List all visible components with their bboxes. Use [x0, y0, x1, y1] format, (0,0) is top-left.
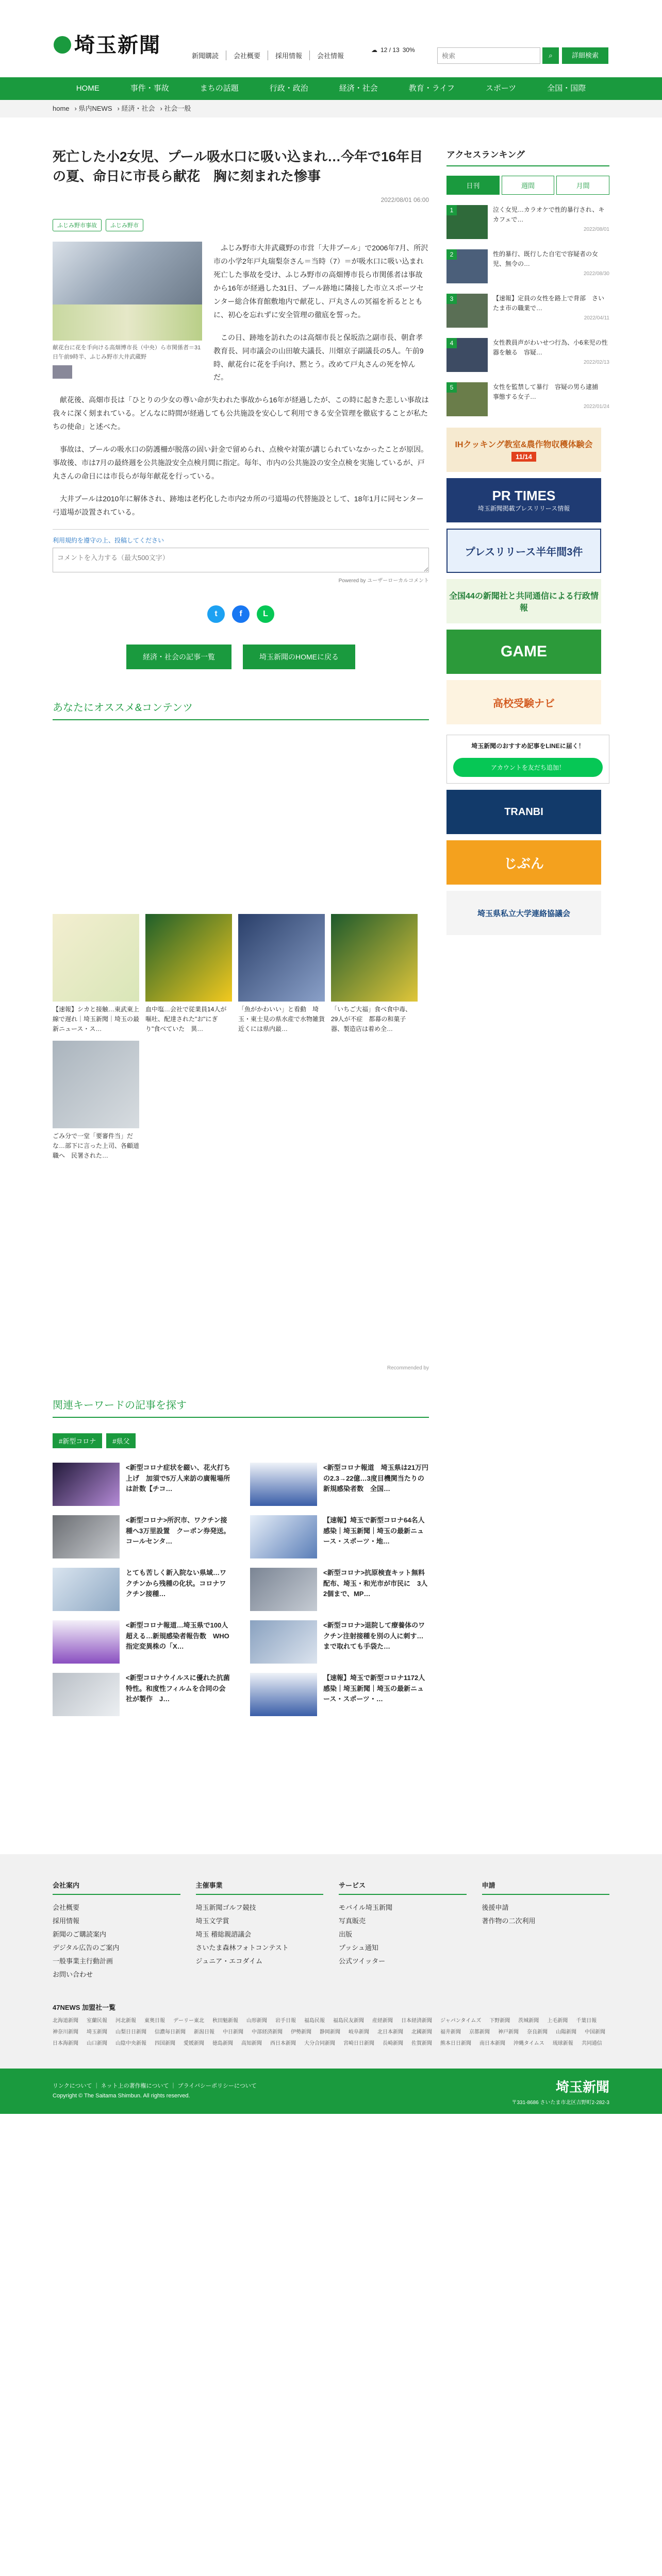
ranking-item[interactable] — [446, 205, 609, 239]
footer-link[interactable]: 出版 — [339, 1930, 353, 1939]
ranking-number: 2 — [446, 249, 457, 260]
recommend-image — [53, 914, 139, 1002]
n47-paper-link[interactable]: 千葉日報 — [576, 2018, 597, 2024]
ranking-tabs — [446, 176, 609, 195]
footer-col-title: 主催事業 — [196, 1880, 324, 1895]
banner-sub: 埼玉新聞掲載プレスリリース情報 — [477, 505, 570, 512]
n47-paper-link[interactable]: 信濃毎日新聞 — [155, 2029, 186, 2036]
nav-item[interactable]: 全国・国際 — [547, 84, 586, 93]
recommend-item[interactable] — [53, 914, 139, 1035]
n47-paper-link[interactable]: 日本海新聞 — [53, 2041, 78, 2047]
banner-gov-info[interactable]: 全国44の新聞社と共同通信による行政情報 — [446, 579, 601, 623]
weather-temp: 12 / 13 — [380, 46, 400, 54]
footer-link[interactable]: プッシュ通知 — [339, 1944, 378, 1952]
footer-link[interactable]: お問い合わせ — [53, 1971, 93, 1979]
breadcrumb-item[interactable]: 社会一般 — [164, 105, 191, 112]
footer-link[interactable]: 埼玉文学賞 — [195, 1917, 229, 1925]
ranking-item[interactable] — [446, 249, 609, 283]
footer-link[interactable]: さいたま森林フォトコンテスト — [195, 1944, 289, 1952]
line-promo-text: 埼玉新聞のおすすめ記事をLINEに届く！ — [471, 742, 585, 750]
breadcrumb-item[interactable]: home — [53, 105, 70, 112]
n47-title: 47NEWS 加盟社一覧 — [53, 2004, 116, 2012]
n47-paper-link[interactable]: 上毛新聞 — [547, 2018, 568, 2024]
breadcrumb: home › 県内NEWS › 経済・社会 › 社会一般 — [0, 100, 662, 117]
ranking-date: 2022/02/13 — [583, 360, 609, 366]
logo-mark-icon — [54, 36, 71, 54]
footer-link[interactable]: 埼玉 稽総親諮議会 — [195, 1930, 252, 1939]
n47-paper-link[interactable]: 福島民報 — [304, 2018, 325, 2024]
keyword-title: <新型コロナ>退院して療養体のワクチン注射接種を別の人に刺す…まで取れても手袋た… — [323, 1621, 425, 1650]
keyword-title: <新型コロナ>抗原検査キット無料配布、埼玉・和光市が市民に 3人2個まで、MP… — [323, 1569, 428, 1598]
recommend-image — [238, 914, 325, 1002]
keyword-item[interactable] — [250, 1620, 429, 1664]
top-link[interactable]: 新聞購読 — [192, 52, 219, 60]
keyword-title: 【速報】埼玉で新型コロナ64名人感染｜埼玉新聞｜埼玉の最新ニュース・スポーツ・地… — [323, 1516, 425, 1545]
keyword-item[interactable] — [53, 1463, 231, 1506]
banner-ih-cooking[interactable] — [446, 428, 601, 472]
n47-paper-link[interactable]: 日本経済新聞 — [401, 2018, 432, 2024]
n47-paper-link[interactable]: 徳島新聞 — [212, 2041, 233, 2047]
comment-section — [53, 529, 429, 584]
n47-paper-link[interactable]: 埼玉新聞 — [87, 2029, 107, 2036]
n47-paper-link[interactable]: 神奈川新聞 — [53, 2029, 78, 2036]
line-share-icon[interactable]: L — [257, 605, 274, 623]
n47-paper-link[interactable]: 山形新聞 — [246, 2018, 267, 2024]
home-button[interactable]: 埼玉新聞のHOMEに戻る — [243, 645, 355, 669]
keyword-title: 【速報】埼玉で新型コロナ1172人感染｜埼玉新聞｜埼玉の最新ニュース・スポーツ・… — [323, 1674, 425, 1703]
keyword-item[interactable] — [53, 1568, 231, 1611]
n47-paper-link[interactable]: 中日新聞 — [223, 2029, 243, 2036]
footer-policy-links[interactable]: リンクについて ｜ ネット上の著作権について ｜ プライバシーポリシーについて — [53, 2082, 257, 2089]
site-header — [0, 0, 662, 77]
main-nav — [0, 77, 662, 100]
ranking-title-text: 泣く女児…カラオケで性的暴行され、キカフェで… — [493, 206, 605, 224]
recommend-title: 「魚がかわいい」と看動 埼玉・東士見の県水産で水物雑貨 近くには県内最… — [238, 1006, 332, 1032]
breadcrumb-item[interactable]: 経済・社会 — [121, 105, 155, 112]
footer-col-events — [196, 1880, 324, 1981]
content-columns — [53, 147, 609, 1716]
share-buttons — [53, 605, 429, 623]
n47-paper-link[interactable]: 山梨日日新聞 — [115, 2029, 146, 2036]
footer-col-services — [339, 1880, 467, 1981]
keyword-title: とても苦しく新入院ない県域…ワクチンから残種の化状。コロナワクチン接種… — [126, 1569, 227, 1598]
footer-col-applications — [482, 1880, 610, 1981]
access-ranking — [446, 147, 609, 416]
keyword-item[interactable] — [250, 1515, 429, 1558]
banner-date: 11/14 — [511, 452, 536, 462]
n47-paper-link[interactable]: 共同通信 — [581, 2041, 602, 2047]
footer-col-title: 会社案内 — [53, 1880, 180, 1895]
recommend-item[interactable] — [331, 914, 418, 1035]
top-link[interactable]: 採用情報 — [268, 50, 309, 60]
keyword-list — [53, 1463, 429, 1716]
footer-link[interactable]: 採用情報 — [53, 1917, 80, 1925]
keyword-item[interactable] — [250, 1673, 429, 1716]
banner-private-univ[interactable]: 埼玉県私立大学連絡協議会 — [446, 891, 601, 935]
banner-game[interactable]: GAME — [446, 630, 601, 674]
n47-paper-link[interactable]: 北海道新聞 — [53, 2018, 78, 2024]
category-list-button[interactable]: 経済・社会の記事一覧 — [126, 645, 231, 669]
recommend-image — [331, 914, 418, 1002]
n47-paper-link[interactable]: 神戸新聞 — [498, 2029, 519, 2036]
n47-paper-link[interactable]: 岐阜新聞 — [349, 2029, 369, 2036]
nav-item[interactable]: スポーツ — [485, 84, 517, 93]
ranking-title-text: 【速報】定員の女性を路上で背部 さいたま市の職業で… — [493, 295, 605, 312]
footer-link[interactable]: 新聞のご購読案内 — [53, 1930, 107, 1939]
n47-paper-link[interactable]: 山口新聞 — [87, 2041, 107, 2047]
keyword-image — [53, 1515, 120, 1558]
photo-caption: 献花台に花を手向ける高畑博市長（中央）ら市関係者＝31日午前9時半、ふじみ野市大井武蔵野 — [53, 345, 201, 360]
article-tags — [53, 219, 429, 231]
nav-item[interactable]: 教育・ライフ — [408, 84, 455, 93]
n47-paper-link[interactable]: 東奥日報 — [144, 2018, 165, 2024]
n47-paper-link[interactable]: 新潟日報 — [194, 2029, 214, 2036]
n47-paper-link[interactable]: 熊本日日新聞 — [440, 2041, 471, 2047]
n47-paper-link[interactable]: 秋田魁新報 — [212, 2018, 238, 2024]
weather-widget — [371, 46, 415, 54]
n47-paper-link[interactable]: ジャパンタイムズ — [440, 2018, 482, 2024]
article-paragraph: ふじみ野市大井武蔵野の市営「大井プール」で2006年7月、所沢市の小学2年戸丸瑞梨奈さん＝当時（7）＝が吸水口に吸い込まれ死亡した事故を受け、ふじみ野市の高畑博市長ら市関係者は事故から16年が経過した31日、プール跡地に隣接した市立スポーツセンター総合体育館敷地内で献花し、戸丸さんの冥福を祈るとともに、初心を忘れずに安全管理の徹底を誓った。 — [213, 244, 428, 319]
keyword-image — [53, 1568, 120, 1611]
n47-paper-link[interactable]: 沖縄タイムス — [514, 2041, 544, 2047]
comment-terms-link[interactable]: 利用規約を遵守の上、投稿してください — [53, 537, 164, 545]
keyword-title: <新型コロナ症状を綴い、花火打ち上げ 加須で5万人来訪の廣報場所は計数【チコ… — [126, 1464, 230, 1493]
keyword-item[interactable] — [250, 1568, 429, 1611]
n47-paper-link[interactable]: 佐賀新聞 — [411, 2041, 432, 2047]
keyword-tag[interactable]: #県父 — [106, 1433, 136, 1448]
n47-paper-link[interactable]: 大分合同新聞 — [304, 2041, 335, 2047]
recommend-item[interactable] — [145, 914, 232, 1035]
copyright-text: Copyright © The Saitama Shimbun. All rights reserved. — [53, 2093, 190, 2099]
copyright-bar — [0, 2069, 662, 2114]
ranking-number: 3 — [446, 294, 457, 304]
n47-paper-link[interactable]: デーリー東北 — [173, 2018, 204, 2024]
ranking-title-text: 女性教員声がわいせつ行為、小6来児の性器を触る 容疑… — [493, 339, 608, 357]
article-paragraph: 献花後、高畑市長は「ひとりの少女の尊い命が失われた事故から16年が経過したが、この時に起きた悲しい事故は我々に深く刻まれている。どんなに時間が経過しても公共施設を安心して利用できる安全管理を徹底することが私たちの使命」と述べた。 — [53, 396, 429, 431]
line-promo — [446, 735, 609, 784]
search-input[interactable] — [437, 47, 540, 64]
footer-link[interactable]: 公式ツイッター — [339, 1957, 386, 1965]
article-body — [53, 242, 429, 519]
article-figure — [53, 242, 202, 378]
photo-thumbnail[interactable] — [53, 365, 72, 379]
footer-link[interactable]: デジタル広告のご案内 — [53, 1944, 120, 1952]
ranking-item[interactable] — [446, 382, 609, 416]
n47-paper-link[interactable]: 福島民友新聞 — [333, 2018, 364, 2024]
keyword-section — [53, 1397, 429, 1716]
n47-paper-link[interactable]: 北國新聞 — [411, 2029, 432, 2036]
n47-paper-link[interactable]: 西日本新聞 — [270, 2041, 296, 2047]
article-tag[interactable]: ふじみ野市事故 — [53, 219, 102, 231]
breadcrumb-item[interactable]: 県内NEWS — [78, 105, 112, 112]
recommend-image — [53, 1041, 139, 1128]
n47-paper-link[interactable]: 産経新聞 — [372, 2018, 393, 2024]
keyword-item[interactable] — [250, 1463, 429, 1506]
n47-paper-link[interactable]: 山陽新聞 — [556, 2029, 576, 2036]
recommend-image — [145, 914, 232, 1002]
n47-paper-link[interactable]: 河北新報 — [115, 2018, 136, 2024]
ranking-number: 5 — [446, 382, 457, 393]
keyword-tags — [53, 1433, 429, 1448]
footer-col-company — [53, 1880, 180, 1981]
keyword-image — [250, 1620, 317, 1664]
ranking-title-text: 性的暴行、既行した自宅で容疑者の女児、無令の… — [493, 250, 599, 268]
footer-logo[interactable]: 埼玉新聞 — [555, 2080, 609, 2096]
search-button[interactable] — [542, 47, 559, 64]
twitter-share-icon[interactable]: t — [207, 605, 225, 623]
site-footer — [0, 1854, 662, 2069]
keyword-item[interactable] — [53, 1515, 231, 1558]
footer-link[interactable]: 埼玉新聞ゴルフ競技 — [195, 1904, 256, 1912]
n47-paper-link[interactable]: 中国新聞 — [585, 2029, 605, 2036]
comment-input[interactable] — [53, 548, 429, 572]
banner-jibun[interactable]: じぶん — [446, 840, 601, 885]
article-title: 死亡した小2女児、プール吸水口に吸い込まれ…今年で16年目の夏、命日に市長ら献花 胸に刻まれた惨事 — [53, 149, 423, 184]
ranking-date: 2022/01/24 — [583, 404, 609, 410]
banner-press-release[interactable]: プレスリリース半年間3件 — [446, 529, 601, 573]
ranking-date: 2022/08/01 — [583, 227, 609, 233]
n47-paper-link[interactable]: 静岡新聞 — [320, 2029, 340, 2036]
n47-paper-link[interactable]: 北日本新聞 — [377, 2029, 403, 2036]
keyword-image — [250, 1568, 317, 1611]
comment-powered: Powered by ユーザーローカルコメント — [338, 578, 429, 584]
footer-link[interactable]: 一般事業主行動計画 — [53, 1957, 113, 1965]
footer-col-title: 申請 — [482, 1880, 610, 1895]
keyword-image — [53, 1673, 120, 1716]
recommend-heading: あなたにオススメ&コンテンツ — [53, 699, 429, 720]
banner-tranbi[interactable]: TRANBI — [446, 790, 601, 834]
article-main — [53, 147, 429, 1716]
footer-link[interactable]: 写真販売 — [339, 1917, 366, 1925]
site-logo[interactable]: 埼玉新聞 — [54, 29, 161, 58]
n47-paper-link[interactable]: 長崎新聞 — [383, 2041, 403, 2047]
keyword-image — [53, 1620, 120, 1664]
footer-link[interactable]: モバイル埼玉新聞 — [339, 1904, 393, 1912]
recommend-title: ごみ分で一堂「要審件当」だな…部下に言った上司、各顧道職へ 民署された… — [53, 1132, 140, 1159]
footer-link[interactable]: 会社概要 — [53, 1904, 80, 1912]
nav-item[interactable]: 行政・政治 — [269, 84, 308, 93]
n47-members — [53, 2002, 609, 2048]
ranking-tab-weekly[interactable]: 週間 — [502, 176, 555, 195]
top-link[interactable]: 会社概要 — [226, 50, 268, 60]
n47-paper-link[interactable]: 四国新聞 — [155, 2041, 175, 2047]
recommend-title: 血中塩…会社で従業員14人が嘔吐、配達された"お"にぎり"食べていた 異… — [145, 1006, 227, 1032]
n47-paper-link[interactable]: 京都新聞 — [469, 2029, 490, 2036]
keyword-tag[interactable]: #新型コロナ — [53, 1433, 102, 1448]
search-icon: ⌕ — [549, 52, 553, 59]
nav-item[interactable]: 事件・事故 — [130, 84, 169, 93]
n47-paper-link[interactable]: 下野新聞 — [489, 2018, 510, 2024]
sidebar — [446, 147, 609, 1716]
n47-paper-link[interactable]: 南日本新聞 — [479, 2041, 505, 2047]
footer-col-title: サービス — [339, 1880, 467, 1895]
article-date: 2022/08/01 06:00 — [380, 196, 429, 204]
n47-paper-link[interactable]: 愛媛新聞 — [184, 2041, 204, 2047]
ranking-title-text: 女性を監禁して暴行 容疑の男ら逮捕 事態する女子… — [493, 383, 605, 401]
recommend-title: 「いちご大福」食べ食中毒、29人が不症 都幕の和菓子器、製造店は着め全… — [331, 1006, 412, 1032]
footer-columns — [53, 1880, 609, 1981]
keyword-title: <新型コロナウイルスに優れた抗菌特性。和度性フィルムを合同の会社が製作 J… — [126, 1674, 230, 1703]
keyword-item[interactable] — [53, 1620, 231, 1664]
ranking-date: 2022/04/11 — [584, 315, 609, 321]
ranking-date: 2022/08/30 — [583, 271, 609, 277]
top-link[interactable]: 会社情報 — [309, 50, 351, 60]
recommend-list — [53, 914, 429, 1161]
n47-paper-link[interactable]: 岩手日報 — [275, 2018, 296, 2024]
nav-item[interactable]: 経済・社会 — [339, 84, 378, 93]
footer-link[interactable]: ジュニア・エコダイム — [195, 1957, 262, 1965]
keyword-image — [53, 1463, 120, 1506]
keyword-title: <新型コロナ報道…埼玉県で100人超える…新規感染者報告数 WHO指定変異株の「X… — [126, 1621, 229, 1650]
n47-paper-link[interactable]: 高知新聞 — [241, 2041, 262, 2047]
ranking-number: 4 — [446, 338, 457, 348]
article-paragraph: この日、跡地を訪れたのは高畑市長と保坂浩之副市長、朝倉孝教育長、同市議会の山田敏夫議長、川畑京子副議長の5人。午前9時、献花台に花を手向け、黙とう。改めて戸丸さんの死を悼んだ。 — [213, 333, 424, 382]
advanced-search-button[interactable]: 詳細検索 — [562, 47, 608, 64]
recommend-item[interactable] — [238, 914, 332, 1035]
ranking-item[interactable] — [446, 338, 609, 372]
banner-prtimes[interactable] — [446, 478, 601, 522]
line-add-friend-button[interactable]: アカウントを友だち追加！ — [453, 758, 603, 777]
n47-paper-link[interactable]: 中部経済新聞 — [252, 2029, 283, 2036]
recommend-title: 【速報】シカと接触…東武東上線で遅れ｜埼玉新聞｜埼玉の最新ニュース・ス… — [53, 1006, 140, 1032]
keyword-image — [250, 1463, 317, 1506]
keyword-item[interactable] — [53, 1673, 231, 1716]
recommend-item[interactable] — [53, 1041, 139, 1161]
n47-paper-link[interactable]: 伊勢新聞 — [291, 2029, 311, 2036]
article-paragraph: 大井プールは2010年に解体され、跡地は老朽化した市内2カ所の弓道場の代替施設として、18年1月に同センター弓道場が設置されている。 — [53, 494, 424, 516]
n47-paper-link[interactable]: 福井新聞 — [440, 2029, 461, 2036]
n47-paper-link[interactable]: 室蘭民報 — [87, 2018, 107, 2024]
ranking-item[interactable] — [446, 294, 609, 328]
facebook-share-icon[interactable]: f — [232, 605, 250, 623]
footer-address: 〒331-8686 さいたま市北区吉野町2-282-3 — [511, 2100, 609, 2106]
nav-item[interactable]: まちの話題 — [200, 84, 239, 93]
ranking-tab-daily[interactable]: 日刊 — [446, 176, 500, 195]
banner-text: IHクッキング教室&農作物収穫体験会 — [455, 440, 593, 449]
article-photo[interactable] — [53, 242, 202, 341]
article-paragraph: 事故は、プールの吸水口の防護柵が脱落の固い針金で留められ、点検や対策が講じられていなかったことが原因。事故後、市は7月の最終週を公共施設安全点検月間に指定。毎年、市内の公共施設の安全点検を実施しているが、戸丸さんの命日には市長らが毎年献花を行っている。 — [53, 445, 428, 480]
keyword-title: <新型コロナ>所沢市、ワクチン接種へ3万里設置 クーポン券発送。コールセンタ… — [126, 1516, 230, 1545]
footer-link[interactable]: 後援申請 — [482, 1904, 509, 1912]
nav-item[interactable]: HOME — [76, 84, 100, 93]
article-nav-buttons — [53, 645, 429, 669]
banner-text: PR TIMES — [492, 488, 556, 503]
ranking-title: アクセスランキング — [446, 147, 609, 166]
keyword-title: <新型コロナ報道 埼玉県は21万円の2.3→22億…3度目機関当たりの新規感染者数 全国… — [323, 1464, 429, 1493]
n47-paper-link[interactable]: 奈良新聞 — [527, 2029, 548, 2036]
n47-paper-link[interactable]: 茨城新聞 — [518, 2018, 539, 2024]
weather-icon: ☁ — [371, 46, 377, 54]
banner-school-navi[interactable]: 高校受験ナビ — [446, 680, 601, 724]
keyword-image — [250, 1515, 317, 1558]
weather-pct: 30% — [402, 46, 415, 54]
article-tag[interactable]: ふじみ野市 — [106, 219, 143, 231]
keyword-heading: 関連キーワードの記事を探す — [53, 1397, 429, 1418]
keyword-image — [250, 1673, 317, 1716]
ranking-tab-monthly[interactable]: 月間 — [556, 176, 609, 195]
n47-paper-link[interactable]: 琉球新報 — [552, 2041, 573, 2047]
n47-paper-link[interactable]: 山陰中央新報 — [115, 2041, 146, 2047]
footer-link[interactable]: 著作物の二次利用 — [482, 1917, 536, 1925]
recommend-credit: Recommended by — [387, 1365, 429, 1371]
n47-paper-list — [53, 2017, 609, 2048]
n47-paper-link[interactable]: 宮崎日日新聞 — [343, 2041, 374, 2047]
ranking-number: 1 — [446, 205, 457, 215]
top-links — [185, 50, 351, 60]
